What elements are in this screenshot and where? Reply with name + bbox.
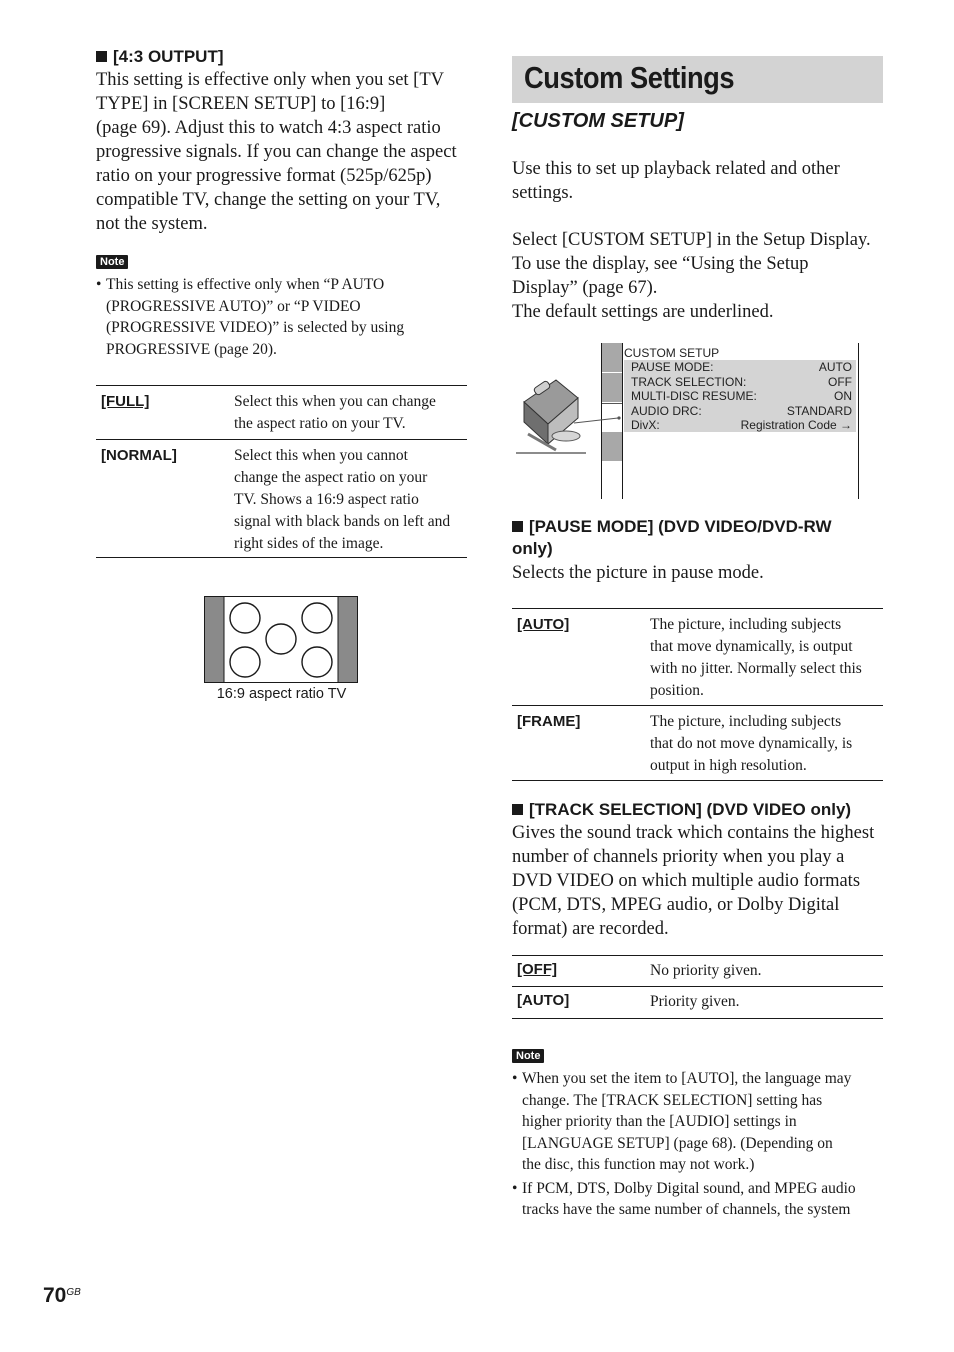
paragraph-line: settings. <box>512 183 574 203</box>
desc-line: that do not move dynamically, is <box>650 735 853 752</box>
heading-text: [TRACK SELECTION] (DVD VIDEO only) <box>529 800 852 819</box>
heading-text: [PAUSE MODE] (DVD VIDEO/DVD-RW <box>529 517 832 536</box>
note-badge <box>512 1046 544 1064</box>
table-row <box>512 609 883 706</box>
note-badge-label: Note <box>96 255 128 269</box>
option-key: [AUTO] <box>517 992 570 1009</box>
heading-text: [4:3 OUTPUT] <box>113 47 224 66</box>
table-row <box>96 386 467 440</box>
note-line: (PROGRESSIVE AUTO)” or “P VIDEO <box>106 297 361 315</box>
tv-aspect-illustration <box>204 596 359 684</box>
page-number-suffix: GB <box>66 1287 81 1298</box>
option-key: [FRAME] <box>517 713 581 730</box>
osd-settings-list <box>624 360 856 432</box>
osd-tab <box>602 432 622 462</box>
paragraph-line: TYPE] in [SCREEN SETUP] to [16:9] <box>96 94 386 114</box>
note-line: • This setting is effective only when “P AUTO <box>106 276 385 293</box>
desc-line: position. <box>650 682 704 699</box>
option-desc-cell <box>650 706 883 781</box>
paragraph-line: format) are recorded. <box>512 919 669 939</box>
desc-line: change the aspect ratio on your <box>234 469 428 486</box>
desc-line: signal with black bands on left and <box>234 513 451 530</box>
note-line: • When you set the item to [AUTO], the language may <box>522 1070 852 1087</box>
paragraph-line: Use this to set up playback related and other <box>512 159 840 179</box>
instructions-paragraph <box>512 228 892 324</box>
left-black-band <box>205 597 224 682</box>
option-key: [NORMAL] <box>101 447 177 464</box>
note-list <box>512 1068 887 1221</box>
desc-line: Priority given. <box>650 993 740 1010</box>
option-desc-cell <box>650 609 883 706</box>
paragraph-line: To use the display, see “Using the Setup <box>512 254 809 274</box>
desc-line: right sides of the image. <box>234 535 384 552</box>
osd-title: CUSTOM SETUP <box>624 346 720 360</box>
paragraph-line: progressive signals. If you can change the aspect <box>96 142 457 162</box>
square-bullet-icon <box>512 804 523 815</box>
note-line: tracks have the same number of channels, the system <box>522 1201 851 1218</box>
desc-line: Select this when you cannot <box>234 447 408 464</box>
table-row <box>512 956 883 987</box>
heading-text: only) <box>512 539 553 558</box>
note-line: [LANGUAGE SETUP] (page 68). (Depending on <box>522 1134 833 1152</box>
page-subtitle: [CUSTOM SETUP] <box>512 110 684 132</box>
osd-panel <box>622 343 859 499</box>
desc-line: No priority given. <box>650 962 762 979</box>
right-black-band <box>338 597 357 682</box>
note-badge-label: Note <box>512 1049 544 1063</box>
osd-row-value: AUTO <box>818 360 852 374</box>
track-selection-paragraph <box>512 821 892 941</box>
option-key-cell <box>512 987 650 1019</box>
option-desc-cell <box>650 956 883 987</box>
osd-row-label: PAUSE MODE: <box>631 360 714 374</box>
section-heading-track-selection <box>512 799 851 821</box>
paragraph-line: The default settings are underlined. <box>512 302 774 322</box>
option-key-cell <box>512 956 650 987</box>
option-key: [FULL] <box>101 393 150 410</box>
output43-options-table <box>96 385 467 558</box>
note-item <box>512 1068 887 1176</box>
osd-row-label: TRACK SELECTION: <box>631 374 747 389</box>
paragraph-line: (PCM, DTS, MPEG audio, or Dolby Digital <box>512 895 840 915</box>
osd-tab <box>602 373 622 403</box>
page-title: Custom Settings <box>524 60 735 95</box>
osd-tab <box>602 343 622 373</box>
osd-pointer-line <box>574 411 624 431</box>
table-row <box>512 987 883 1019</box>
desc-line: that move dynamically, is output <box>650 638 853 655</box>
option-key-cell <box>96 440 234 558</box>
paragraph-line: DVD VIDEO on which multiple audio formats <box>512 871 861 891</box>
option-desc-cell <box>234 440 467 558</box>
option-desc-cell <box>234 386 467 440</box>
osd-row-value: ON <box>834 389 852 403</box>
paragraph-line: (page 69). Adjust this to watch 4:3 aspect ratio <box>96 118 441 138</box>
note-line: higher priority than the [AUDIO] settings in <box>522 1113 797 1130</box>
note-line: change. The [TRACK SELECTION] setting has <box>522 1091 823 1109</box>
paragraph-line: Select [CUSTOM SETUP] in the Setup Display. <box>512 230 871 250</box>
page-number-value: 70 <box>43 1284 67 1307</box>
note-line: • If PCM, DTS, Dolby Digital sound, and MPEG audio <box>522 1179 856 1197</box>
note-item <box>96 274 466 360</box>
page-number <box>43 1284 81 1308</box>
option-key: [AUTO] <box>517 616 570 633</box>
osd-row-value: OFF <box>828 374 852 389</box>
osd-tab-empty <box>602 462 622 499</box>
section-heading-pause-mode <box>512 516 892 560</box>
paragraph-line: Display” (page 67). <box>512 278 658 298</box>
output43-paragraph <box>96 68 471 236</box>
osd-row-value: STANDARD <box>786 403 852 418</box>
paragraph-line: number of channels priority when you play a <box>512 847 845 867</box>
note-line: (PROGRESSIVE VIDEO)” is selected by using <box>106 319 405 336</box>
note-line: PROGRESSIVE (page 20). <box>106 340 277 358</box>
option-key: [OFF] <box>517 961 557 978</box>
note-item <box>512 1178 887 1221</box>
desc-line: The picture, including subjects <box>650 713 842 730</box>
section-heading-43-output <box>96 46 224 68</box>
option-desc-cell <box>650 987 883 1019</box>
desc-line: output in high resolution. <box>650 757 807 774</box>
osd-illustration <box>516 343 861 499</box>
osd-row-label: MULTI-DISC RESUME: <box>631 389 757 403</box>
square-bullet-icon <box>512 521 523 532</box>
table-row <box>512 706 883 781</box>
paragraph-line: This setting is effective only when you set [TV <box>96 70 445 90</box>
paragraph-line: compatible TV, change the setting on your TV, <box>96 190 441 210</box>
page-title-bar <box>512 56 883 103</box>
option-key-cell <box>512 706 650 781</box>
desc-line: Select this when you can change <box>234 393 436 410</box>
table-row <box>96 440 467 558</box>
track-selection-options-table <box>512 955 883 1019</box>
desc-line: The picture, including subjects <box>650 616 842 633</box>
paragraph-line: Gives the sound track which contains the highest <box>512 823 875 843</box>
desc-line: the aspect ratio on your TV. <box>234 415 406 432</box>
note-badge <box>96 252 128 270</box>
desc-line: TV. Shows a 16:9 aspect ratio <box>234 491 419 508</box>
illustration-caption: 16:9 aspect ratio TV <box>216 686 347 702</box>
option-key-cell <box>512 609 650 706</box>
pause-mode-description: Selects the picture in pause mode. <box>512 563 764 583</box>
note-list <box>96 274 466 360</box>
pause-mode-options-table <box>512 608 883 781</box>
note-line: the disc, this function may not work.) <box>522 1156 755 1173</box>
osd-row-label: AUDIO DRC: <box>631 403 702 418</box>
intro-paragraph <box>512 157 887 205</box>
desc-line: with no jitter. Normally select this <box>650 660 862 677</box>
paragraph-line: ratio on your progressive format (525p/625p) <box>96 166 432 186</box>
option-key-cell <box>96 386 234 440</box>
paragraph-line: not the system. <box>96 214 208 234</box>
osd-row-label: DivX: <box>631 418 660 432</box>
osd-row-value: Registration Code → <box>740 418 852 432</box>
square-bullet-icon <box>96 51 107 62</box>
